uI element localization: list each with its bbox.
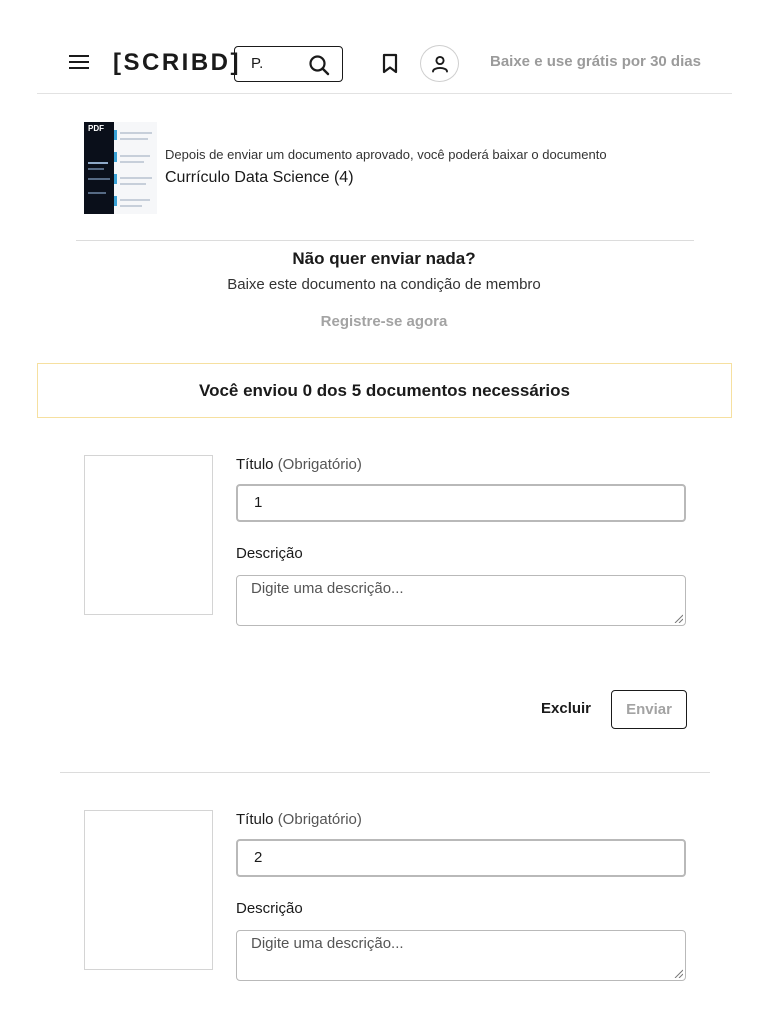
title-label-text: Título (236, 811, 274, 828)
title-label (236, 811, 362, 828)
document-thumbnail-label: PDF (88, 124, 104, 133)
title-input[interactable]: 1 (236, 484, 686, 522)
submit-button[interactable]: Enviar (611, 690, 687, 729)
description-textarea[interactable] (236, 575, 686, 626)
required-hint: (Obrigatório) (277, 456, 362, 473)
document-title[interactable]: Currículo Data Science (4) (165, 169, 354, 186)
title-input[interactable]: 2 (236, 839, 686, 877)
description-label: Descrição (236, 545, 303, 562)
free-trial-link[interactable]: Baixe e use grátis por 30 dias (490, 53, 701, 70)
search-icon[interactable] (308, 54, 330, 76)
register-link[interactable]: Registre-se agora (320, 313, 448, 330)
description-placeholder: Digite uma descrição... (251, 580, 404, 597)
top-header (37, 0, 732, 94)
cta-subtitle: Baixe este documento na condição de membro (227, 276, 541, 293)
description-placeholder: Digite uma descrição... (251, 935, 404, 952)
description-textarea[interactable] (236, 930, 686, 981)
user-icon (430, 54, 450, 74)
upload-progress-text: Você enviou 0 dos 5 documentos necessários (199, 381, 570, 400)
upload-thumbnail (84, 810, 213, 970)
resize-grip-icon[interactable] (673, 613, 683, 623)
bookmark-icon[interactable] (379, 52, 401, 74)
resize-grip-icon[interactable] (673, 968, 683, 978)
delete-button[interactable]: Excluir (541, 700, 592, 717)
divider (60, 772, 710, 773)
scribd-logo[interactable]: [SCRIBD] (113, 49, 241, 76)
title-label-text: Título (236, 456, 274, 473)
required-hint: (Obrigatório) (277, 811, 362, 828)
upload-thumbnail (84, 455, 213, 615)
upload-progress-banner (37, 363, 732, 418)
menu-icon[interactable] (67, 50, 91, 74)
profile-button[interactable] (420, 45, 459, 82)
search-input-value: P. (251, 55, 264, 72)
document-download-note: Depois de enviar um documento aprovado, você poderá baixar o documento (165, 147, 607, 162)
title-label (236, 456, 362, 473)
description-label: Descrição (236, 900, 303, 917)
cta-title: Não quer enviar nada? (292, 249, 476, 268)
search-input[interactable] (234, 46, 343, 82)
document-thumbnail[interactable] (84, 122, 157, 214)
divider (76, 240, 694, 241)
